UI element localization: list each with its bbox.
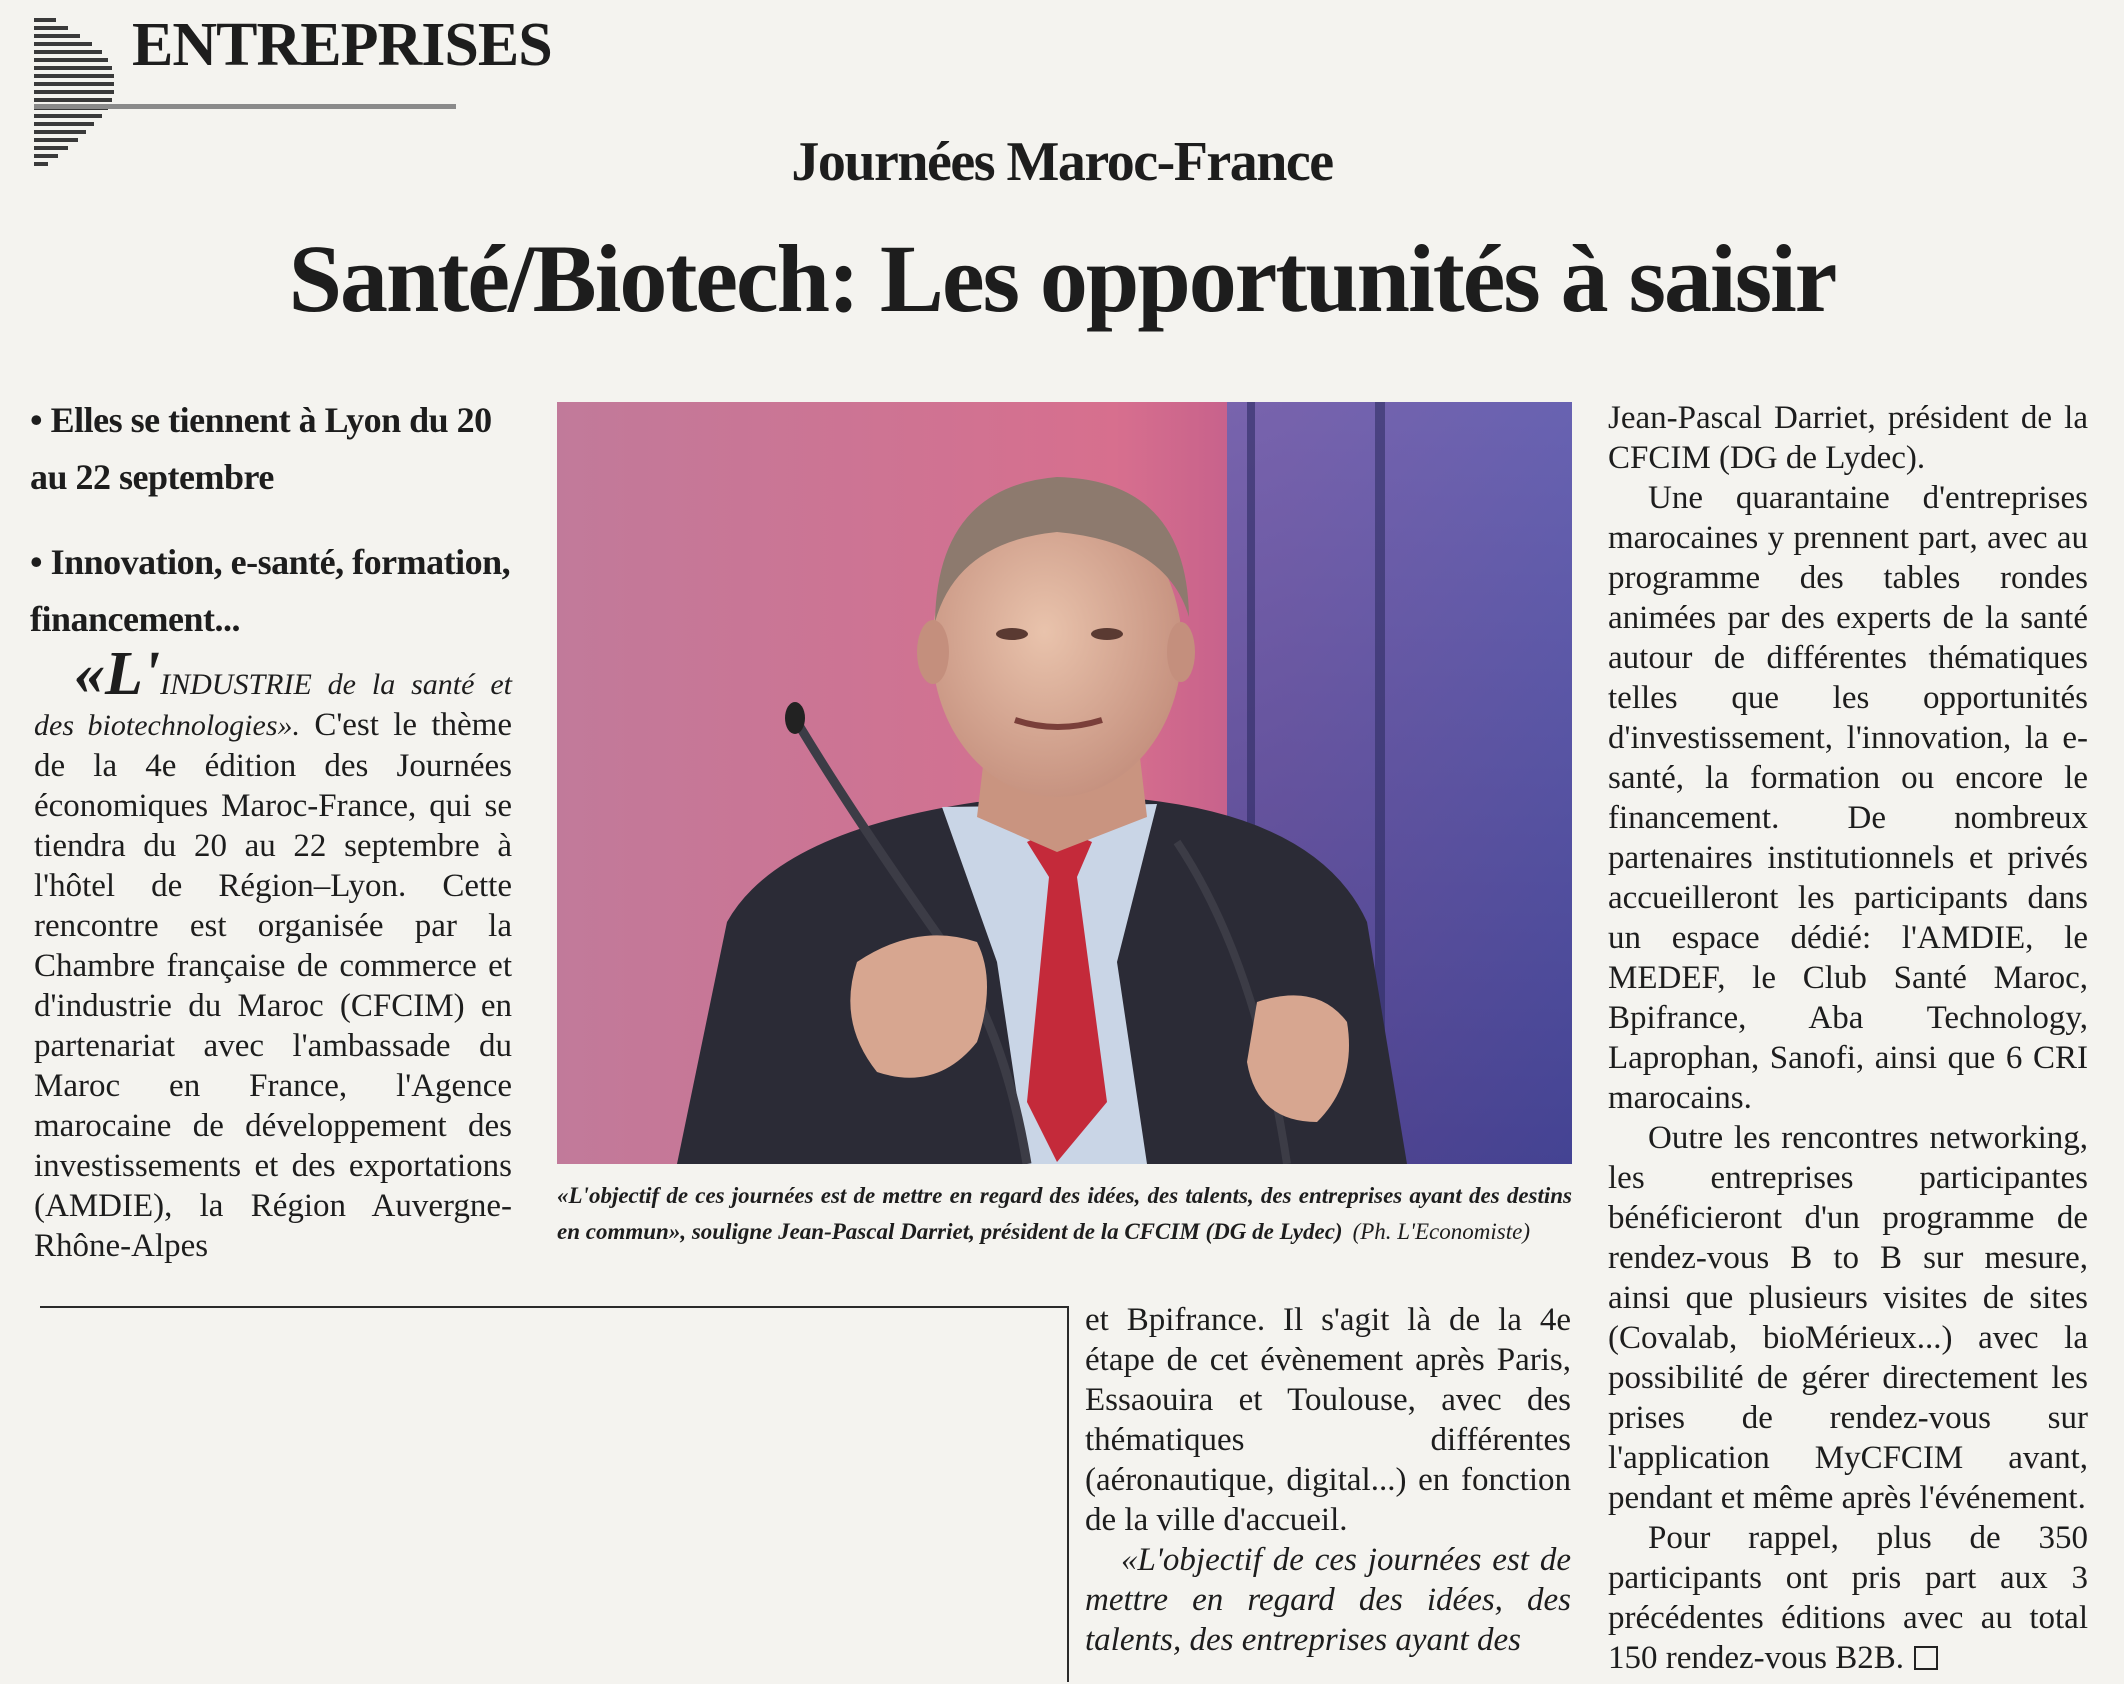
photo-credit: (Ph. L'Economiste): [1352, 1219, 1530, 1244]
body-text: et Bpifrance. Il s'agit là de la 4e étape de cet évènement après Paris, Essaouira et Toulouse, avec des thématiques différentes (aéronautique, digital...) en fonction de la ville d'accueil.: [1085, 1302, 1571, 1538]
body-column-3: [1608, 398, 2088, 1678]
drop-lead: «L': [74, 640, 161, 708]
body-paragraph: Jean-Pascal Darriet, président de la CFCIM (DG de Lydec).: [1608, 400, 2088, 476]
end-of-article-icon: [1914, 1646, 1938, 1670]
body-paragraph: Pour rappel, plus de 350 participants ont pris part aux 3 précédentes éditions avec au total 150 rendez-vous B2B.: [1608, 1520, 2088, 1676]
photo-caption: [557, 1178, 1572, 1250]
summary-bullet: • Innovation, e-santé, formation, financement...: [30, 542, 511, 639]
section-underline: [34, 104, 456, 109]
article-kicker: Journées Maroc-France: [791, 131, 1333, 193]
body-paragraph: Une quarantaine d'entreprises marocaines y prennent part, avec au programme des tables rondes animées par des experts de la santé autour de différentes thématiques telles que les opportunités d'investissement, l'innovation, la e-santé, la formation ou encore le financement. De nombreux partenaires institutionnels et privés accueilleront les participants dans un espace dédié: l'AMDIE, le MEDEF, le Club Santé Maroc, Bpifrance, Aba Technology, Laprophan, Sanofi, ainsi que 6 CRI marocains.: [1608, 480, 2088, 1116]
lead-quote: INDUSTRIE de la santé et des biotechnologies».: [34, 668, 512, 742]
summary-bullet: • Elles se tiennent à Lyon du 20 au 22 septembre: [30, 400, 492, 497]
body-column-1: [34, 640, 513, 1266]
body-column-2: [1085, 1300, 1571, 1660]
body-paragraph: Outre les rencontres networking, les entreprises participantes bénéficieront d'un programme de rendez-vous B to B sur mesure, ainsi que plusieurs visites de sites (Covalab, bioMérieux...) avec la possibilité de gérer directement les prises de rendez-vous sur l'application MyCFCIM avant, pendant et même après l'événement.: [1608, 1120, 2088, 1516]
caption-text: «L'objectif de ces journées est de mettre en regard des idées, des talents, des entreprises ayant des destins en commun», souligne Jean-Pascal Darriet, président de la CFCIM (DG de Lydec): [557, 1183, 1572, 1244]
article-photo: [557, 402, 1572, 1164]
vertical-rule: [1067, 1306, 1069, 1682]
body-text: C'est le thème de la 4e édition des Journées économiques Maroc-France, qui se tiendra du 20 au 22 septembre à l'hôtel de Région–Lyon. Cette rencontre est organisée par la Chambre française de commerce et d'industrie du Maroc (CFCIM) en partenariat avec l'ambassade du Maroc en France, l'Agence marocaine de développement des investissements et des exportations (AMDIE), la Région Auvergne-Rhône-Alpes: [34, 707, 513, 1264]
article-headline: Santé/Biotech: Les opportunités à saisir: [288, 225, 1836, 332]
pull-quote: «L'objectif de ces journées est de mettre en regard des idées, des talents, des entreprises ayant des: [1085, 1542, 1571, 1658]
summary-bullets: [30, 392, 530, 676]
section-label: ENTREPRISES: [132, 11, 552, 79]
horizontal-rule: [40, 1306, 1067, 1308]
